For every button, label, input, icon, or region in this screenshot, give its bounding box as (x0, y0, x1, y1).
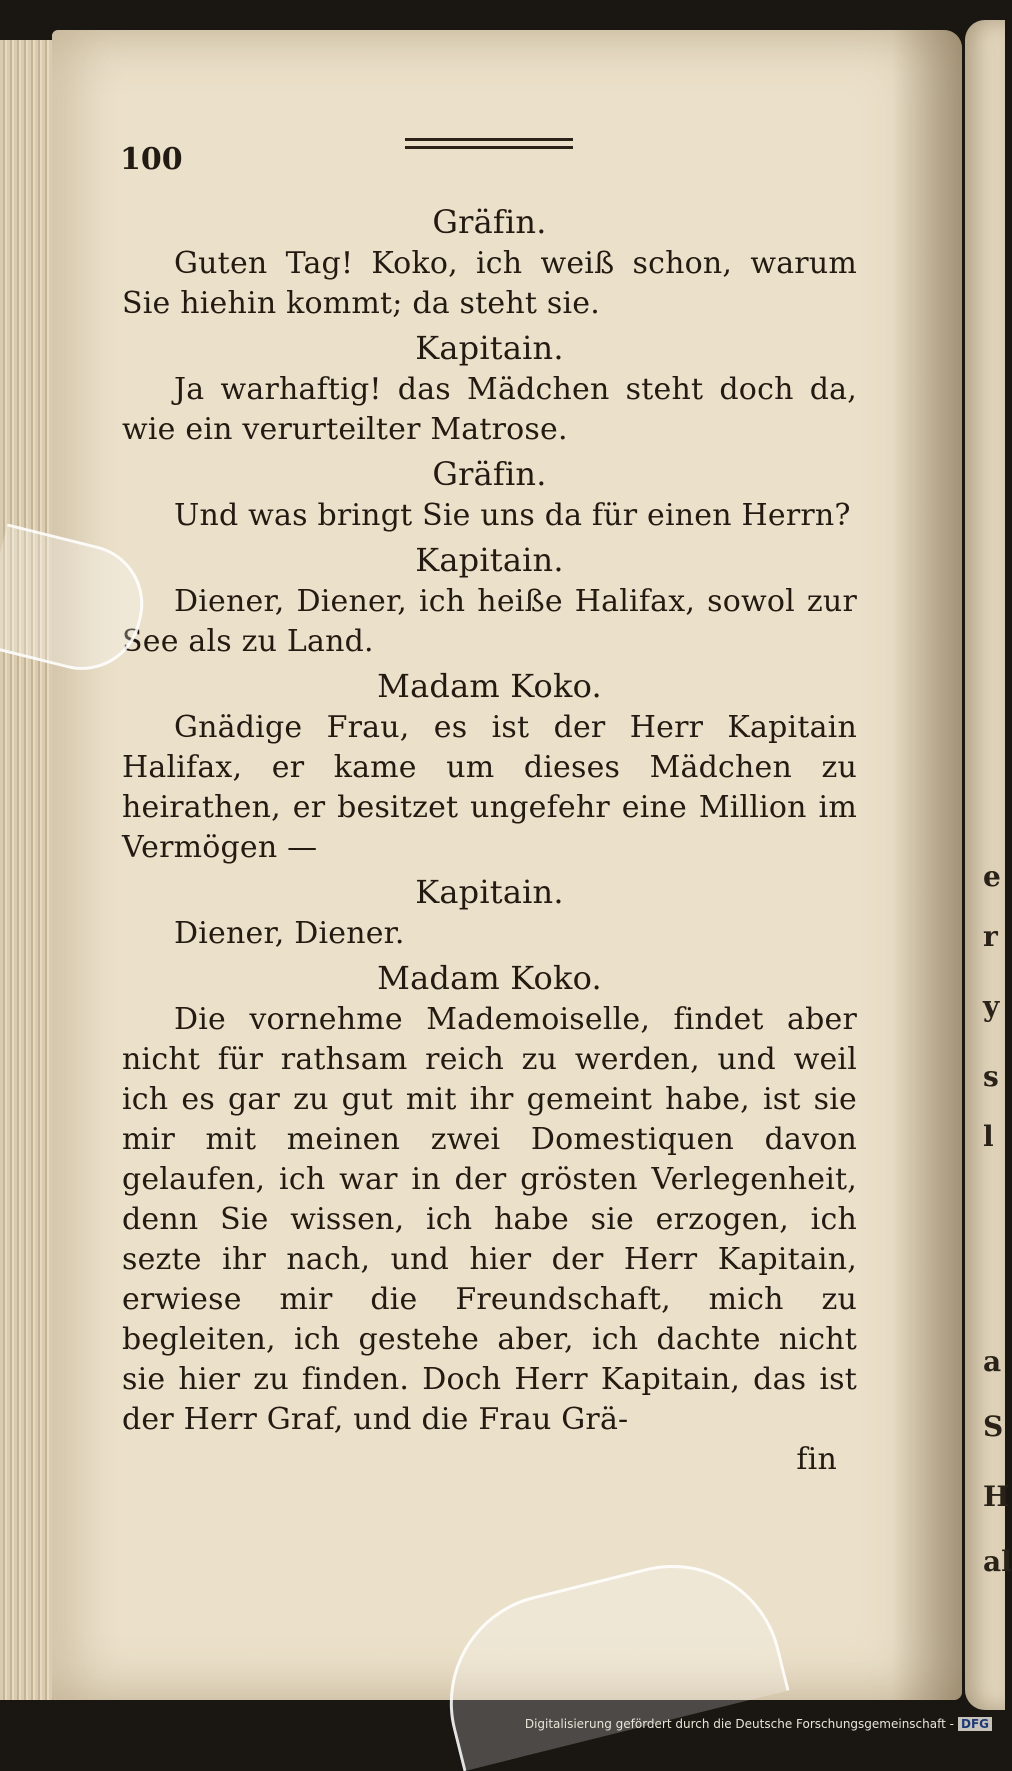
facing-page-glyph: a (983, 1345, 1002, 1378)
facing-page-glyph: al (983, 1545, 1012, 1578)
facing-page-glyph: l (983, 1120, 994, 1153)
speaker-label: Gräfin. (432, 455, 547, 493)
spine-shadow (892, 30, 962, 1700)
facing-page-glyph: r (983, 920, 998, 953)
catchword: fin (796, 1442, 837, 1477)
speaker-label: Kapitain. (415, 329, 564, 367)
dfg-logo: DFG (958, 1717, 992, 1731)
page-text (122, 198, 857, 1480)
speech-text: Diener, Diener, ich heiße Halifax, sowol zur See als zu Land. (122, 584, 857, 659)
facing-page-glyph: H (983, 1480, 1010, 1513)
speaker-label: Madam Koko. (377, 959, 602, 997)
facing-page-glyph: s (983, 1060, 999, 1093)
speech-text: Die vornehme Mademoiselle, findet aber nicht für rathsam reich zu werden, und weil ich es gar zu gut mit ihr gemeint habe, ist sie mir mit meinen zwei Domestiquen davon gelaufen, ich war in der grösten Verlegenheit, denn Sie wissen, ich habe sie erzogen, ich sezte ihr nach, und hier der Herr Kapitain, erwiese mir die Freundschaft, mich zu begleiten, ich gestehe aber, ich dachte nicht sie hier zu finden. Doch Herr Kapitain, das ist der Herr Graf, und die Frau Grä- (122, 1002, 857, 1437)
page-number: 100 (120, 142, 183, 177)
speech-text: Gnädige Frau, es ist der Herr Kapitain Halifax, er kame um dieses Mädchen zu heirathen, er besitzet ungefehr eine Million im Vermögen — (122, 710, 857, 865)
speaker-label: Kapitain. (415, 541, 564, 579)
header-ornament-rule (405, 138, 573, 141)
speech-text: Ja warhaftig! das Mädchen steht doch da, wie ein verurteilter Matrose. (122, 372, 857, 447)
speech-text: Guten Tag! Koko, ich weiß schon, warum Sie hiehin kommt; da steht sie. (122, 246, 857, 321)
facing-page-glyph: e (983, 860, 1001, 893)
credit-text: Digitalisierung gefördert durch die Deutsche Forschungsgemeinschaft - (524, 1717, 954, 1731)
facing-page-glyph: y (983, 990, 1000, 1023)
speaker-label: Madam Koko. (377, 667, 602, 705)
speaker-label: Gräfin. (432, 203, 547, 241)
facing-page-glyph: S (983, 1410, 1004, 1443)
speech-text: Diener, Diener. (174, 916, 405, 951)
digitization-credit (525, 1717, 992, 1731)
speaker-label: Kapitain. (415, 873, 564, 911)
speech-text: Und was bringt Sie uns da für einen Herrn? (174, 498, 851, 533)
